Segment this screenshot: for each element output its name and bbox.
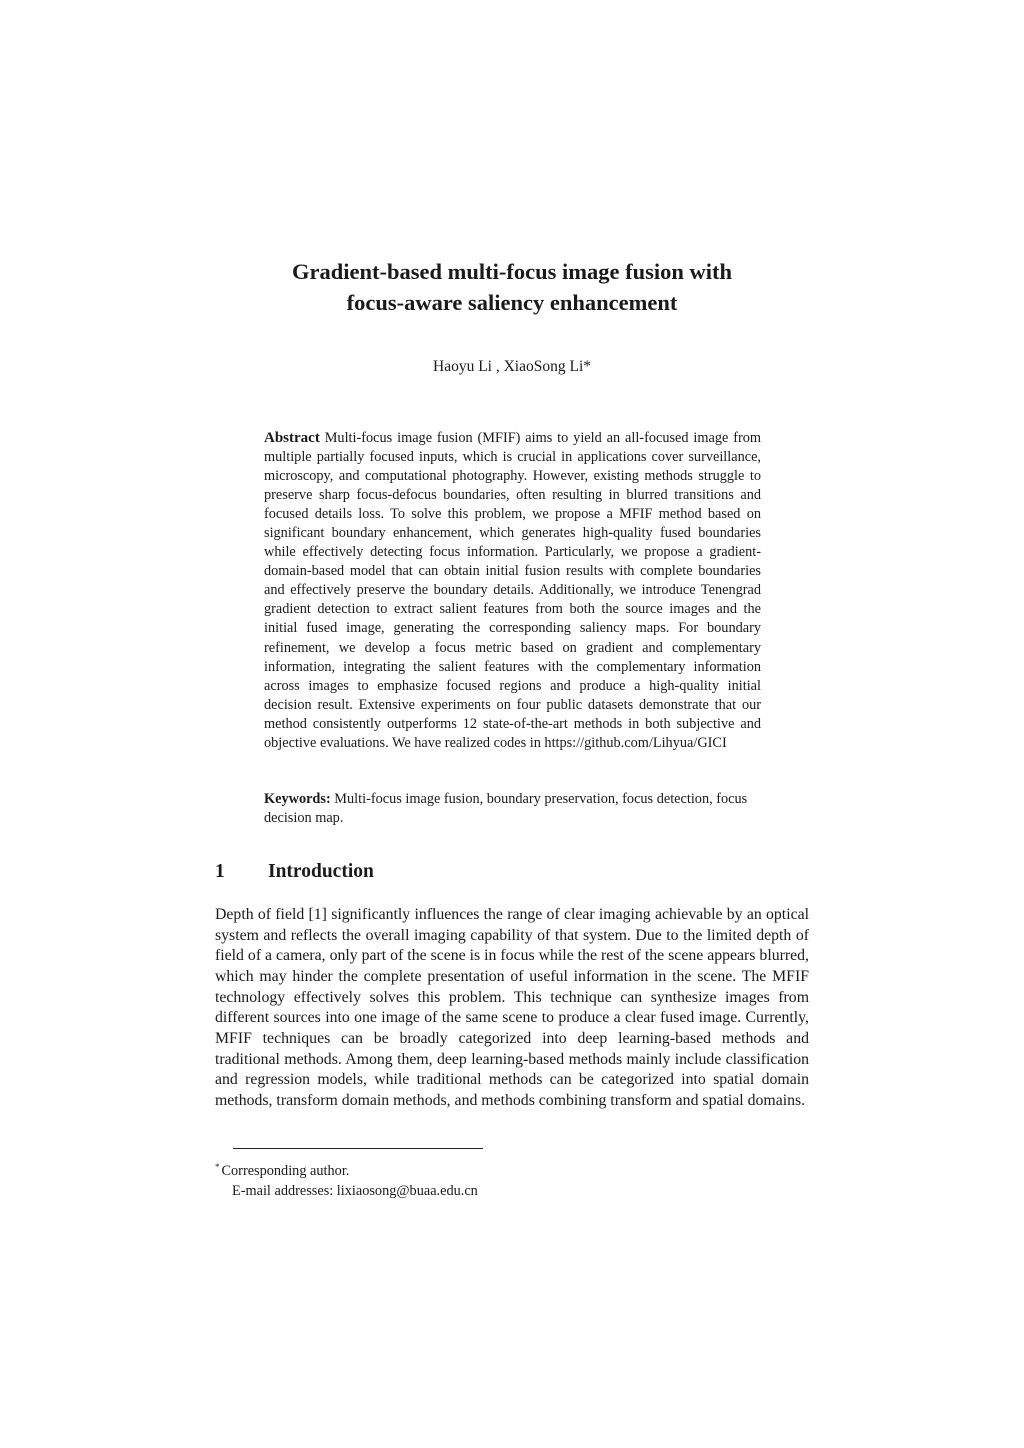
author-list: Haoyu Li , XiaoSong Li* [433,358,591,375]
title-line-1: Gradient-based multi-focus image fusion with [291,259,732,284]
footnote-corresponding: Corresponding author. [221,1163,350,1179]
introduction-paragraph: Depth of field [1] significantly influences the range of clear imaging achievable by an optical system and reflects the overall imaging capability of that system. Due to the limited depth of field of a camera, only part of the scene is in focus while the rest of the scene appears blurred, which may hinder the complete presentation of useful information in the scene. The MFIF technology effectively solves this problem. This technique can synthesize images from different sources into one image of the same scene to produce a clear fused image. Currently, MFIF techniques can be broadly categorized into deep learning-based methods and traditional methods. Among them, deep learning-based methods mainly include classification and regression models, while traditional methods can be categorized into spatial domain methods, transform domain methods, and methods combining transform and spatial domains. [215,906,809,1109]
footnote [215,1157,478,1201]
section-heading-introduction [215,859,374,885]
section-title: Introduction [268,861,374,882]
footnote-divider [233,1148,483,1149]
keywords-text: Multi-focus image fusion, boundary preservation, focus detection, focus decision map. [264,791,748,827]
section-number: 1 [215,861,225,882]
abstract [264,429,761,753]
title-line-2: focus-aware saliency enhancement [346,290,678,315]
abstract-label: Abstract [264,430,320,446]
keywords [264,790,761,828]
abstract-text: Multi-focus image fusion (MFIF) aims to yield an all-focused image from multiple partially focused inputs, which is crucial in applications cover surveillance, microscopy, and computational photography. However, existing methods struggle to preserve sharp focus-defocus boundaries, often resulting in blurred transitions and focused details loss. To solve this problem, we propose a MFIF method based on significant boundary enhancement, which generates high-quality fused boundaries while effectively detecting focus information. Particularly, we propose a gradient-domain-based model that can obtain initial fusion results with complete boundaries and effectively preserve the boundary details. Additionally, we introduce Tenengrad gradient detection to extract salient features from both the source images and the initial fused image, generating the corresponding saliency maps. For boundary refinement, we develop a focus metric based on gradient and complementary information, integrating the salient features with the complementary information across images to emphasize focused regions and produce a high-quality initial decision result. Extensive experiments on four public datasets demonstrate that our method consistently outperforms 12 state-of-the-art methods in both subjective and objective evaluations. We have realized codes in https://github.com/Lihyua/GICI [264,430,762,751]
footnote-mark: * [215,1162,220,1172]
keywords-label: Keywords: [264,791,331,807]
paper-title [212,256,812,318]
footnote-email: E-mail addresses: lixiaosong@buaa.edu.cn [232,1183,478,1199]
